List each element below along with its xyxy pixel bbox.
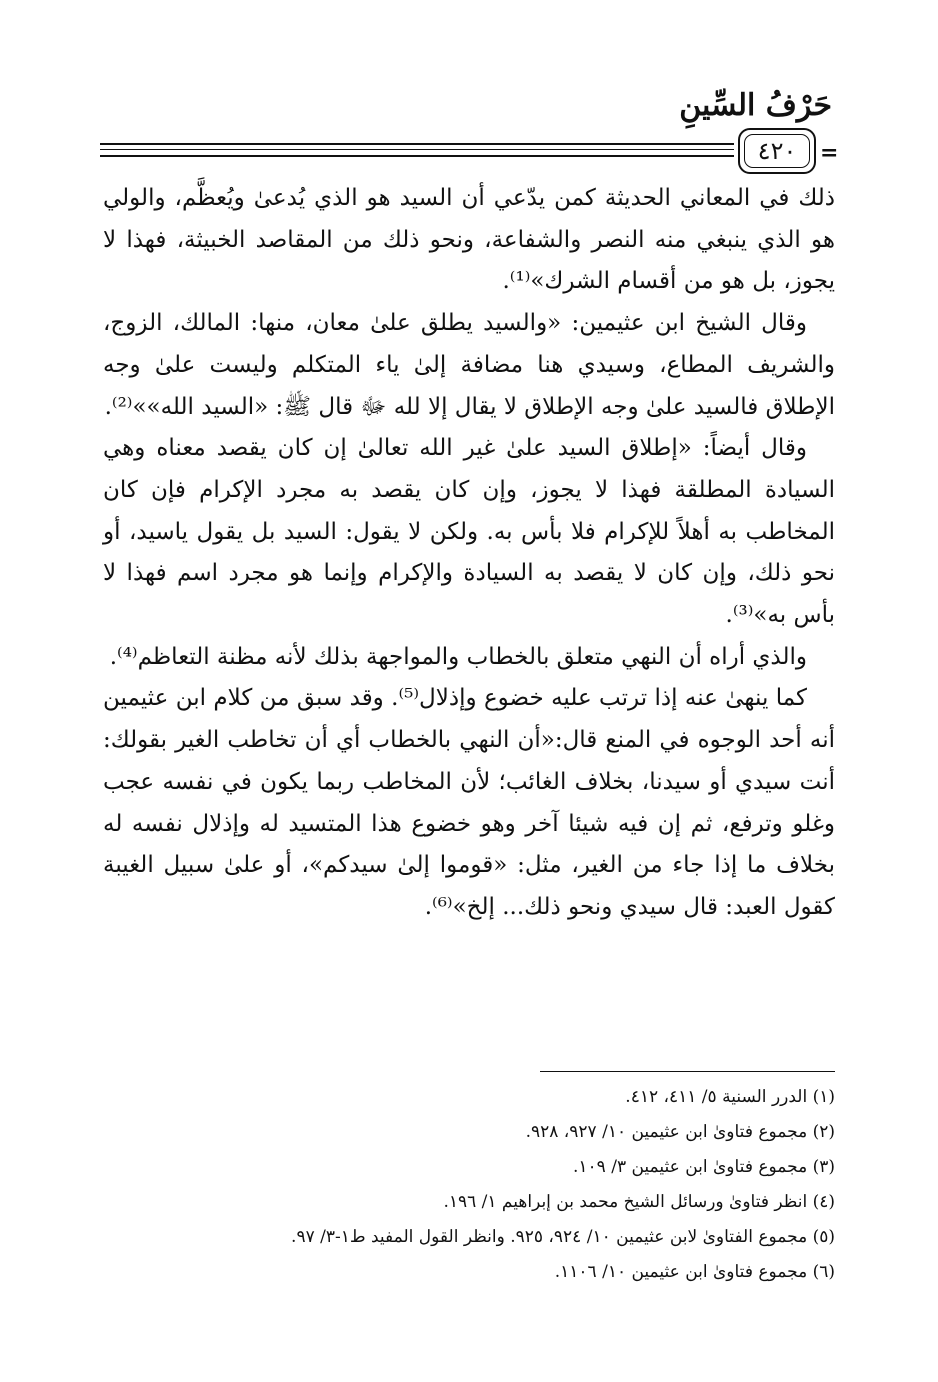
footnote-4: (٤) انظر فتاوىٰ ورسائل الشيخ محمد بن إبراهيم ١/ ١٩٦. [443,1192,835,1212]
header-rule-bottom [100,155,734,157]
footnote-1: (١) الدرر السنية ٥/ ٤١١، ٤١٢. [625,1087,835,1107]
page-number-box [738,128,816,174]
footnote-6: (٦) مجموع فتاوىٰ ابن عثيمين ١٠/ ١١٠٦. [554,1262,835,1282]
paragraph-4: والذي أراه أن النهي متعلق بالخطاب والمواجهة بذلك لأنه مظنة التعاظم⁽⁴⁾. [109,643,807,670]
paragraph-2: وقال الشيخ ابن عثيمين: «والسيد يطلق علىٰ معان، منها: المالك، الزوج، والشريف المطاع، وسيدي هنا مضافة إلىٰ ياء المتكلم وليست علىٰ وجه الإطلاق فالسيد علىٰ وجه الإطلاق لا يقال إلا لله ﷻ قال ﷺ: «السيد الله»»⁽²⁾. [103,310,835,420]
footnote-separator [540,1071,835,1072]
header-dash: = [820,140,839,166]
page-number: ٤٢٠ [757,137,797,165]
chapter-title: حَرْفُ السِّينِ [679,88,832,123]
footnotes [103,1080,835,1290]
footnote-2: (٢) مجموع فتاوىٰ ابن عثيمين ١٠/ ٩٢٧، ٩٢٨. [525,1122,835,1142]
paragraph-5: كما ينهىٰ عنه إذا ترتب عليه خضوع وإذلال⁽⁵⁾. وقد سبق من كلام ابن عثيمين أنه أحد الوجوه في المنع قال:«أن النهي بالخطاب أي أن تخاطب الغير بقولك: أنت سيدي أو سيدنا، بخلاف الغائب؛ لأن المخاطب ربما يكون في نفسه عجب وغلو وترفع، ثم إن فيه شيئا آخر وهو خضوع هذا المتسيد له وإذلال نفسه له بخلاف ما إذا جاء من الغير، مثل: «قوموا إلىٰ سيدكم»، أو علىٰ سبيل الغيبة كقول العبد: قال سيدي ونحو ذلك... إلخ»⁽⁶⁾. [103,685,835,920]
footnote-5: (٥) مجموع الفتاوىٰ لابن عثيمين ١٠/ ٩٢٤، ٩٢٥. وانظر القول المفيد ط١-٣/ ٩٧. [291,1227,835,1247]
header-rule-top [100,143,734,145]
paragraph-3: وقال أيضاً: «إطلاق السيد علىٰ غير الله تعالىٰ إن كان يقصد معناه وهي السيادة المطلقة فهذا لا يجوز، وإن كان يقصد به مجرد الإكرام فإن كان المخاطب به أهلاً للإكرام فلا بأس به. ولكن لا يقول: السيد بل يقول ياسيد، أو نحو ذلك، وإن كان لا يقصد به السيادة والإكرام وإنما هو مجرد اسم فهذا لا بأس به»⁽³⁾. [103,435,835,629]
footnote-3: (٣) مجموع فتاوىٰ ابن عثيمين ٣/ ١٠٩. [572,1157,835,1177]
header-rule-middle [100,149,734,150]
paragraph-1: ذلك في المعاني الحديثة كمن يدّعي أن السيد هو الذي يُدعىٰ ويُعظَّم، والولي هو الذي ينبغي منه النصر والشفاعة، ونحو ذلك من المقاصد الخبيثة، فهذا لا يجوز، بل هو من أقسام الشرك»⁽¹⁾. [103,185,835,295]
body-text [103,178,835,929]
